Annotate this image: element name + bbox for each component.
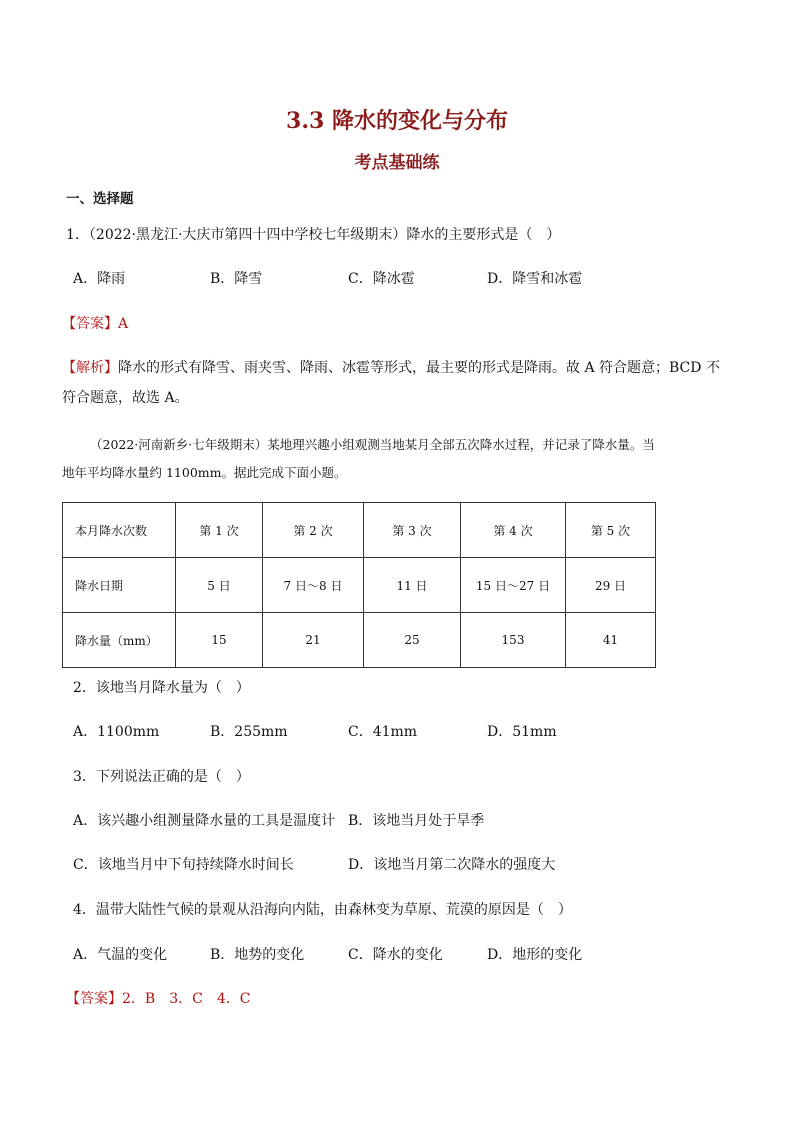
- analysis-text: 降水的形式有降雪、雨夹雪、降雨、冰雹等形式，最主要的形式是降雨。故 A 符合题意；BCD 不: [118, 360, 720, 376]
- q1-stem: 1．（2022·黑龙江·大庆市第四十四中学校七年级期末）降水的主要形式是（ ）: [66, 227, 561, 243]
- table-cell: 降水日期: [63, 558, 176, 613]
- q2-option-a: A．1100mm: [73, 724, 160, 740]
- answer-value: A: [118, 316, 129, 332]
- answer-tag: 【答案】: [66, 991, 122, 1007]
- final-answer: [66, 988, 250, 1008]
- q1-answer: [62, 313, 128, 333]
- q4-option-c: C．降水的变化: [348, 947, 443, 963]
- q1-analysis-line1: [62, 357, 720, 377]
- table-cell: 29 日: [566, 558, 656, 613]
- table-cell: 25: [364, 613, 461, 668]
- q3-stem: 3．下列说法正确的是（ ）: [73, 769, 250, 785]
- table-row: [63, 558, 656, 613]
- material-line1: （2022·河南新乡·七年级期末）某地理兴趣小组观测当地某月全部五次降水过程，并记录了降水量。当: [90, 437, 655, 452]
- table-cell: 5 日: [176, 558, 263, 613]
- table-cell: 第 3 次: [364, 503, 461, 558]
- table-cell: 153: [461, 613, 566, 668]
- table-row: [63, 503, 656, 558]
- section-heading: 一、选择题: [66, 191, 134, 207]
- page-subtitle: 考点基础练: [354, 153, 440, 173]
- q3-option-c: C．该地当月中下旬持续降水时间长: [73, 857, 294, 873]
- q2-option-b: B．255mm: [210, 724, 288, 740]
- q2-option-c: C．41mm: [348, 724, 418, 740]
- table-cell: 21: [263, 613, 364, 668]
- q4-stem: 4．温带大陆性气候的景观从沿海向内陆，由森林变为草原、荒漠的原因是（ ）: [73, 902, 572, 918]
- q1-option-b: B．降雪: [210, 271, 263, 287]
- q3-option-b: B．该地当月处于旱季: [348, 813, 485, 829]
- table-row: [63, 613, 656, 668]
- answer-value: 2．B 3．C 4．C: [122, 991, 251, 1007]
- table-cell: 第 4 次: [461, 503, 566, 558]
- q4-option-b: B．地势的变化: [210, 947, 305, 963]
- analysis-tag: 【解析】: [62, 360, 118, 376]
- precipitation-table: [62, 502, 656, 668]
- table-cell: 降水量（mm）: [63, 613, 176, 668]
- q2-stem: 2．该地当月降水量为（ ）: [73, 680, 250, 696]
- q3-option-d: D．该地当月第二次降水的强度大: [348, 857, 556, 873]
- table-cell: 41: [566, 613, 656, 668]
- table-cell: 15 日～27 日: [461, 558, 566, 613]
- table-cell: 7 日～8 日: [263, 558, 364, 613]
- table-cell: 15: [176, 613, 263, 668]
- table-cell: 本月降水次数: [63, 503, 176, 558]
- q1-option-a: A．降雨: [73, 271, 126, 287]
- q3-option-a: A．该兴趣小组测量降水量的工具是温度计: [73, 813, 336, 829]
- q4-option-a: A．气温的变化: [73, 947, 168, 963]
- table-cell: 11 日: [364, 558, 461, 613]
- table-cell: 第 1 次: [176, 503, 263, 558]
- q1-option-c: C．降冰雹: [348, 271, 415, 287]
- q1-analysis-line2: 符合题意，故选 A。: [62, 390, 189, 406]
- answer-tag: 【答案】: [62, 316, 118, 332]
- table-cell: 第 2 次: [263, 503, 364, 558]
- q2-option-d: D．51mm: [487, 724, 557, 740]
- material-line2: 地年平均降水量约 1100mm。据此完成下面小题。: [62, 465, 347, 480]
- q1-option-d: D．降雪和冰雹: [487, 271, 583, 287]
- page-title: 3.3 降水的变化与分布: [286, 108, 508, 134]
- table-cell: 第 5 次: [566, 503, 656, 558]
- q4-option-d: D．地形的变化: [487, 947, 583, 963]
